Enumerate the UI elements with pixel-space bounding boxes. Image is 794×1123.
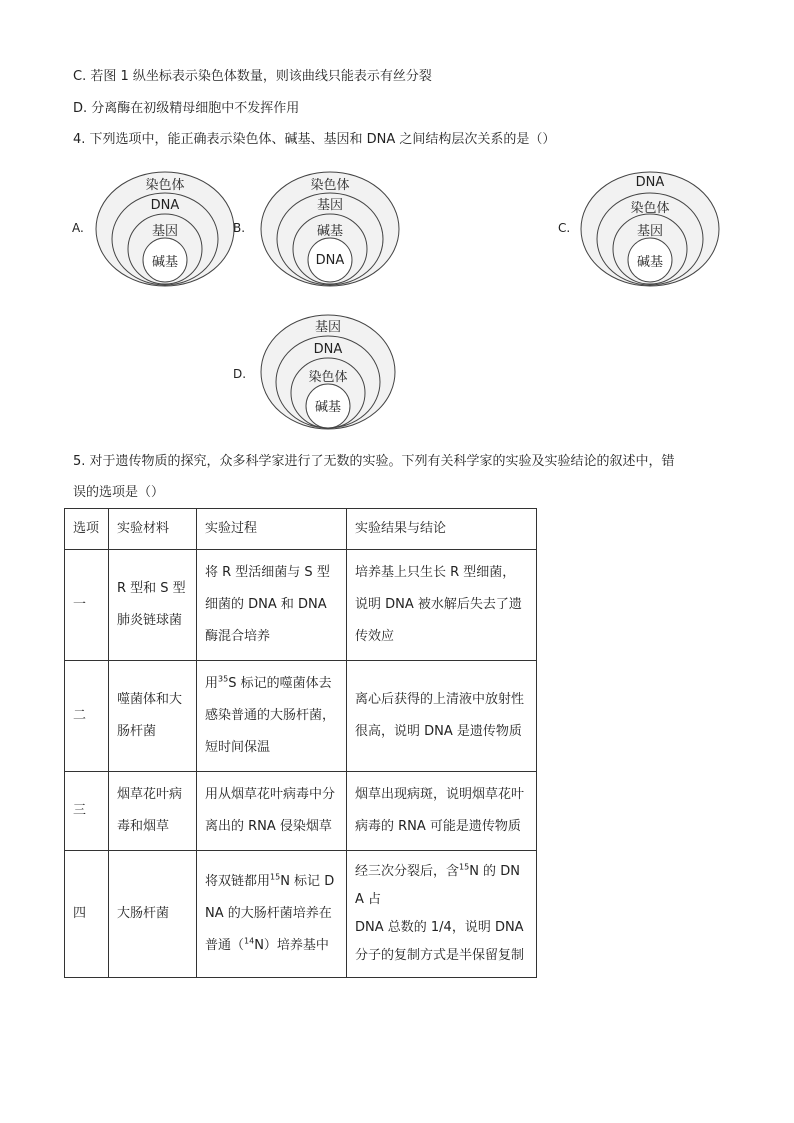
cell-option: 四: [65, 851, 109, 978]
isotope-superscript: 14: [244, 936, 255, 946]
header-material: 实验材料: [109, 509, 197, 550]
table-header-row: [65, 509, 537, 550]
isotope-superscript: 35: [218, 674, 229, 684]
cell-process: [197, 661, 347, 772]
ring-c-4-label: 碱基: [636, 255, 664, 270]
result-line1: N 的 DNA 占: [355, 864, 520, 907]
ring-c-2-label: 染色体: [630, 201, 670, 216]
ring-a-3-label: 基因: [151, 224, 179, 239]
isotope-superscript: 15: [270, 872, 281, 882]
isotope-superscript: 15: [459, 862, 470, 872]
header-option: 选项: [65, 509, 109, 550]
option-a-label: A.: [72, 221, 84, 235]
table-row: [65, 661, 537, 772]
cell-material: 噬菌体和大肠杆菌: [109, 661, 197, 772]
diagram-d: [258, 314, 398, 432]
ring-d-4-label: 碱基: [314, 400, 342, 415]
option-b-label: B.: [233, 221, 246, 235]
diagram-b: [260, 171, 400, 289]
ring-d-2-label: DNA: [313, 342, 343, 357]
cell-result: 培养基上只生长 R 型细菌，说明 DNA 被水解后失去了遗传效应: [347, 550, 537, 661]
process-prefix: 将双链都用: [205, 874, 271, 889]
ring-d-3-label: 染色体: [308, 370, 348, 385]
experiment-table: [64, 508, 537, 978]
cell-material: R 型和 S 型肺炎链球菌: [109, 550, 197, 661]
cell-option: 三: [65, 772, 109, 851]
header-process: 实验过程: [197, 509, 347, 550]
cell-material: 烟草花叶病毒和烟草: [109, 772, 197, 851]
ring-b-4-label: DNA: [315, 253, 345, 268]
cell-option: 一: [65, 550, 109, 661]
cell-result: [347, 851, 537, 978]
cell-result: 烟草出现病斑，说明烟草花叶病毒的 RNA 可能是遗传物质: [347, 772, 537, 851]
ring-c-3-label: 基因: [636, 224, 664, 239]
ring-d-1-label: 基因: [314, 320, 342, 335]
table-row: [65, 772, 537, 851]
cell-result: 离心后获得的上清液中放射性很高，说明 DNA 是遗传物质: [347, 661, 537, 772]
ring-a-1-label: 染色体: [145, 178, 185, 193]
q3-option-d: D. 分离酶在初级精母细胞中不发挥作用: [73, 101, 300, 116]
q3-option-c: C. 若图 1 纵坐标表示染色体数量，则该曲线只能表示有丝分裂: [73, 69, 432, 84]
process-text-end: N）培养基中: [254, 938, 329, 953]
q4-stem: 4. 下列选项中，能正确表示染色体、碱基、基因和 DNA 之间结构层次关系的是（）: [73, 132, 556, 147]
cell-process: [197, 851, 347, 978]
header-result: 实验结果与结论: [347, 509, 537, 550]
process-text: N 标记 DNA 的大肠杆菌培养在普通（: [205, 874, 335, 953]
result-prefix: 经三次分裂后，含: [355, 864, 460, 879]
cell-option: 二: [65, 661, 109, 772]
cell-process: 将 R 型活细菌与 S 型细菌的 DNA 和 DNA 酶混合培养: [197, 550, 347, 661]
option-d-label: D.: [233, 367, 247, 381]
q5-stem-line2: 误的选项是（）: [73, 485, 165, 500]
diagram-c: [580, 171, 720, 289]
ring-a-2-label: DNA: [150, 198, 180, 213]
cell-process: 用从烟草花叶病毒中分离出的 RNA 侵染烟草: [197, 772, 347, 851]
result-line2: DNA 总数的 1/4，说明 DNA 分子的复制方式是半保留复制: [355, 920, 525, 963]
diagram-a: [95, 171, 235, 289]
process-text: S 标记的噬菌体去感染普通的大肠杆菌，短时间保温: [205, 676, 336, 755]
table-row: [65, 550, 537, 661]
ring-b-2-label: 基因: [316, 198, 344, 213]
process-prefix: 用: [205, 676, 219, 691]
q5-stem-line1: 5. 对于遗传物质的探究，众多科学家进行了无数的实验。下列有关科学家的实验及实验结论的叙述中，错: [73, 454, 675, 469]
option-c-label: C.: [558, 221, 571, 235]
ring-b-1-label: 染色体: [310, 178, 350, 193]
ring-a-4-label: 碱基: [151, 255, 179, 270]
ring-c-1-label: DNA: [635, 175, 665, 190]
table-row: [65, 851, 537, 978]
cell-material: 大肠杆菌: [109, 851, 197, 978]
ring-b-3-label: 碱基: [316, 224, 344, 239]
